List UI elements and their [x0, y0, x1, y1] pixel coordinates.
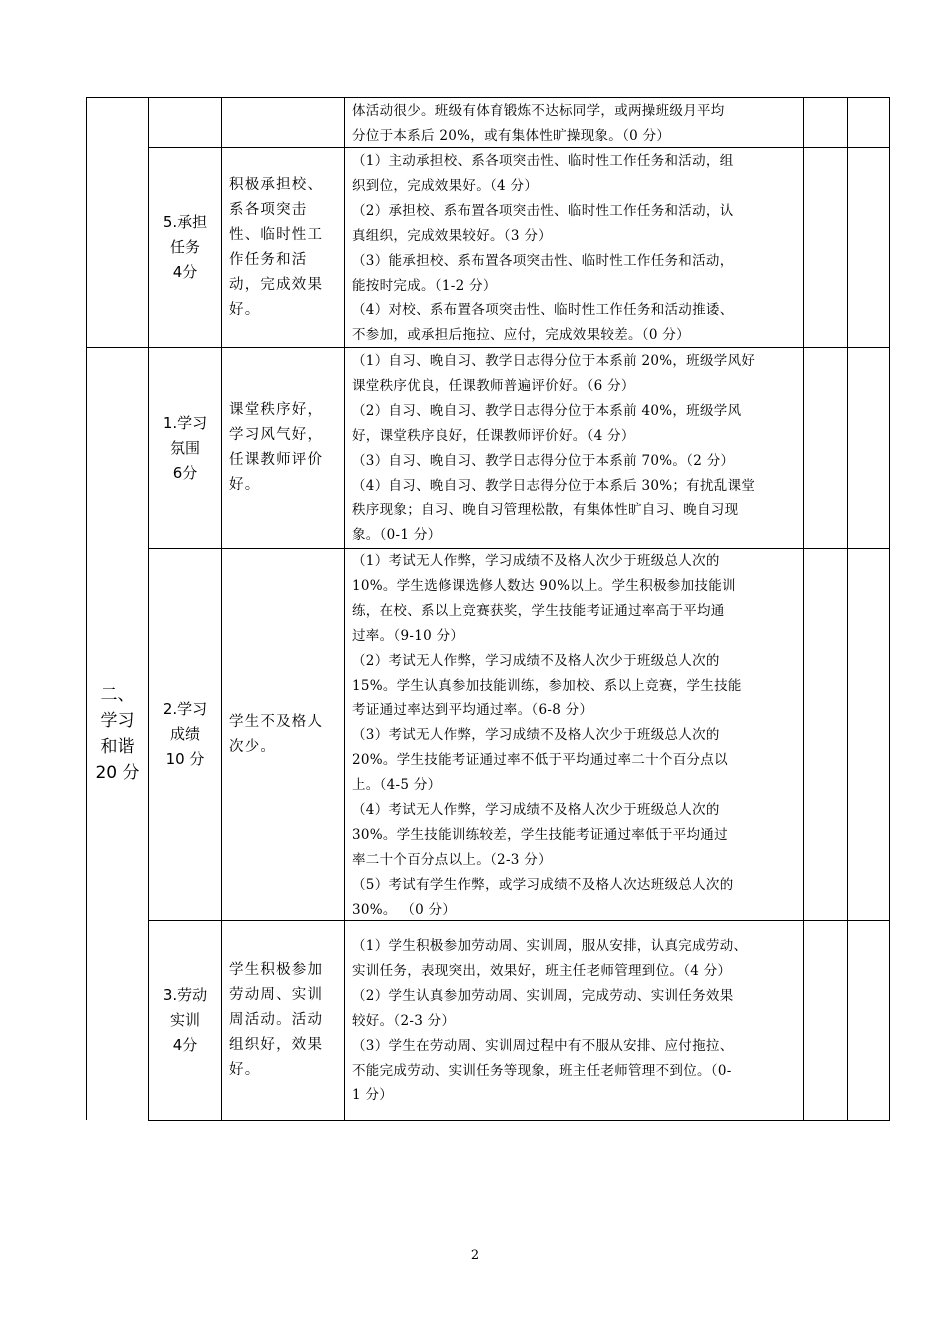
item-cell-task: 5.承担 任务 4分 — [162, 213, 208, 281]
standard-cell-labor: 学生积极参加 劳动周、实训 周活动。活动 组织好，效果 好。 — [229, 962, 324, 1078]
standard-cell-grades: 学生不及格人 次少。 — [229, 714, 324, 755]
continued-detail: 体活动很少。班级有体育锻炼不达标同学，或两操班级月平均 分位于本系后 20%，或有集体性旷操现象。（0 分） — [352, 103, 725, 144]
page-number: 2 — [470, 1248, 480, 1263]
table-right-border — [889, 97, 890, 1121]
table-top-border — [86, 97, 890, 98]
item-cell-labor: 3.劳动 实训 4分 — [162, 986, 208, 1054]
column-divider — [803, 97, 804, 1121]
standard-cell-atmosphere: 课堂秩序好， 学习风气好， 任课教师评价 好。 — [229, 402, 324, 493]
detail-cell-labor: （1）学生积极参加劳动周、实训周，服从安排，认真完成劳动、 实训任务，表现突出，效果好，班主任老师管理到位。（4 分） （2）学生认真参加劳动周、实训周，完成劳动、实训任务效果 较好。（2-3 分） （3）学生在劳动周、实训周过程中有不服从安排、应付拖拉、 不能完成劳动、实训任务等现象，班主任老师管理不到位。（0- 1 分） — [352, 938, 748, 1104]
column-divider — [847, 97, 848, 1121]
table-bottom-border — [148, 1120, 890, 1121]
detail-cell-task: （1）主动承担校、系各项突击性、临时性工作任务和活动，组 织到位，完成效果好。（4 分） （2）承担校、系布置各项突击性、临时性工作任务和活动，认 真组织，完成效果较好。（3 分） （3）能承担校、系布置各项突击性、临时性工作任务和活动， 能按时完成。（1-2 分） （4）对校、系布置各项突击性、临时性工作任务和活动推诿、 不参加，或承担后拖拉、应付，完成效果较差。（0 分） — [352, 153, 734, 344]
standard-cell-task: 积极承担校、 系各项突击 性、临时性工 作任务和活 动，完成效果 好。 — [229, 177, 324, 318]
item-cell-atmosphere: 1.学习 氛围 6分 — [162, 413, 208, 482]
column-divider — [221, 97, 222, 1121]
section-two-label: 二、 学习 和谐 20 分 — [95, 685, 140, 783]
column-divider — [344, 97, 345, 1121]
detail-cell-grades: （1）考试无人作弊，学习成绩不及格人次少于班级总人次的 10%。学生选修课选修人数达 90%以上。学生积极参加技能训 练，在校、系以上竞赛获奖，学生技能考证通过率高于平均通 过率。（9-10 分） （2）考试无人作弊，学习成绩不及格人次少于班级总人次的 15%。学生认真参加技能训练，参加校、系以上竞赛，学生技能 考证通过率达到平均通过率。（6-8 分） （3）考试无人作弊，学习成绩不及格人次少于班级总人次的 20%。学生技能考证通过率不低于平均通过率二十个百分点以 上。（4-5 分） （4）考试无人作弊，学习成绩不及格人次少于班级总人次的 30%。学生技能训练较差，学生技能考证通过率低于平均通过 率二十个百分点以上。（2-3 分） （5）考试有学生作弊，或学习成绩不及格人次达班级总人次的 30%。 （0 分） — [352, 553, 742, 918]
detail-cell-atmosphere: （1）自习、晚自习、教学日志得分位于本系前 20%，班级学风好 课堂秩序优良，任课教师普遍评价好。（6 分） （2）自习、晚自习、教学日志得分位于本系前 40%，班级学风 好，课堂秩序良好，任课教师评价好。（4 分） （3）自习、晚自习、教学日志得分位于本系前 70%。（2 分） （4）自习、晚自习、教学日志得分位于本系后 30%；有扰乱课堂 秩序现象；自习、晚自习管理松散，有集体性旷自习、晚自习现 象。（0-1 分） — [352, 353, 756, 544]
item-cell-grades: 2.学习 成绩 10 分 — [162, 700, 208, 768]
